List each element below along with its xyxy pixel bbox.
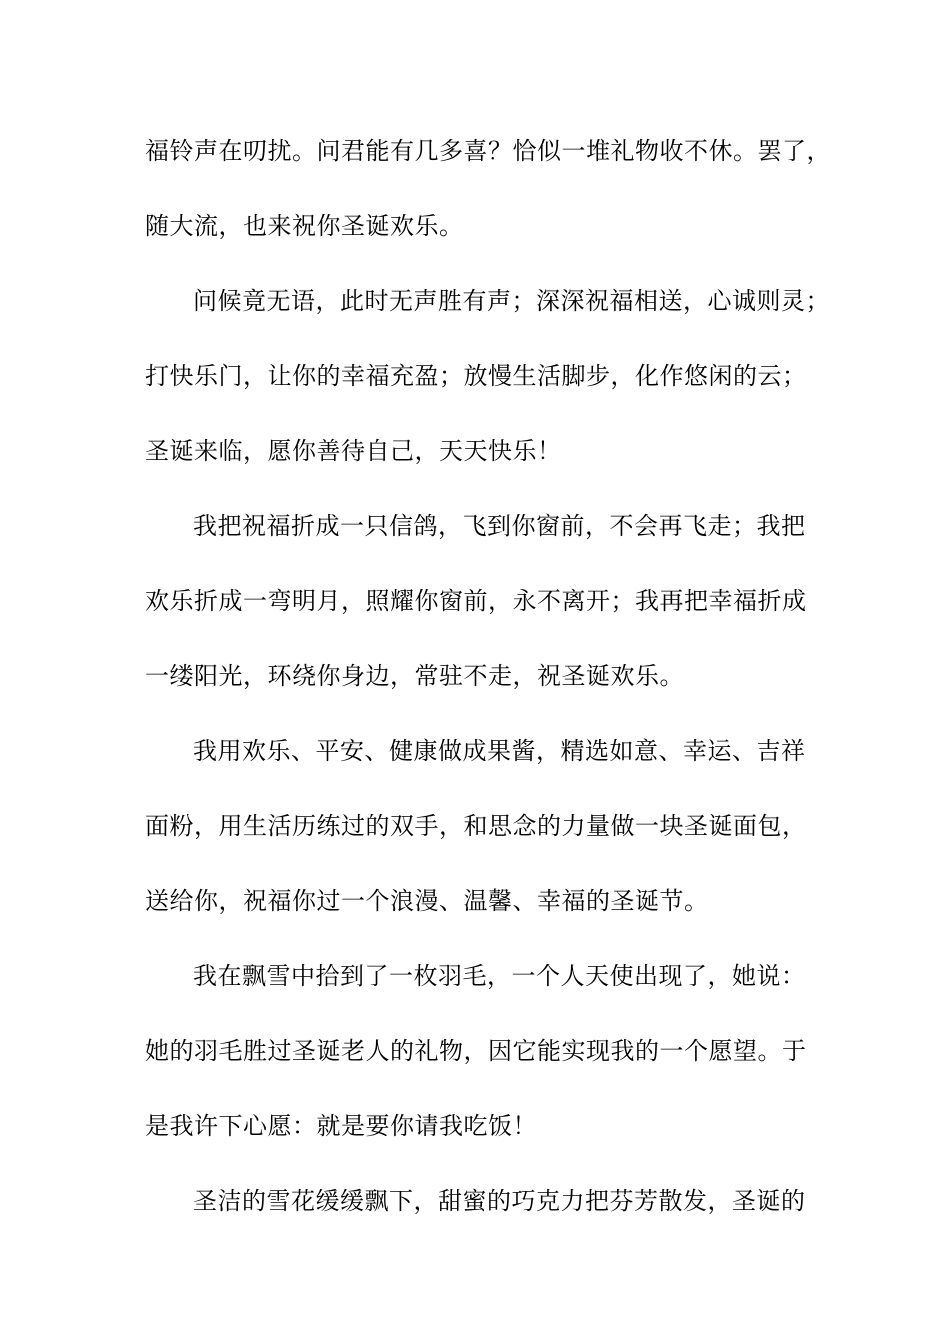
- text-line: 面粉，用生活历练过的双手，和思念的力量做一块圣诞面包，: [145, 812, 807, 840]
- text-line: 福铃声在叨扰。问君能有几多喜？恰似一堆礼物收不休。罢了，: [145, 137, 831, 165]
- text-line: 送给你，祝福你过一个浪漫、温馨、幸福的圣诞节。: [145, 887, 709, 915]
- text-line: 打快乐门，让你的幸福充盈；放慢生活脚步，化作悠闲的云；: [145, 362, 807, 390]
- paragraph-first-line: 我在飘雪中拾到了一枚羽毛，一个人天使出现了，她说：: [193, 962, 806, 990]
- text-line: 一缕阳光，环绕你身边，常驻不走，祝圣诞欢乐。: [145, 662, 684, 690]
- text-line: 欢乐折成一弯明月，照耀你窗前，永不离开；我再把幸福折成: [145, 587, 807, 615]
- text-line: 是我许下心愿：就是要你请我吃饭！: [145, 1112, 537, 1140]
- paragraph-first-line: 我把祝福折成一只信鸽，飞到你窗前，不会再飞走；我把: [193, 512, 806, 540]
- paragraph-first-line: 我用欢乐、平安、健康做成果酱，精选如意、幸运、吉祥: [193, 737, 806, 765]
- text-line: 随大流，也来祝你圣诞欢乐。: [145, 212, 464, 240]
- text-line: 圣诞来临，愿你善待自己，天天快乐！: [145, 437, 562, 465]
- text-line: 她的羽毛胜过圣诞老人的礼物，因它能实现我的一个愿望。于: [145, 1037, 807, 1065]
- paragraph-first-line: 圣洁的雪花缓缓飘下，甜蜜的巧克力把芬芳散发，圣诞的: [193, 1187, 806, 1215]
- paragraph-first-line: 问候竟无语，此时无声胜有声；深深祝福相送，心诚则灵；: [193, 287, 830, 315]
